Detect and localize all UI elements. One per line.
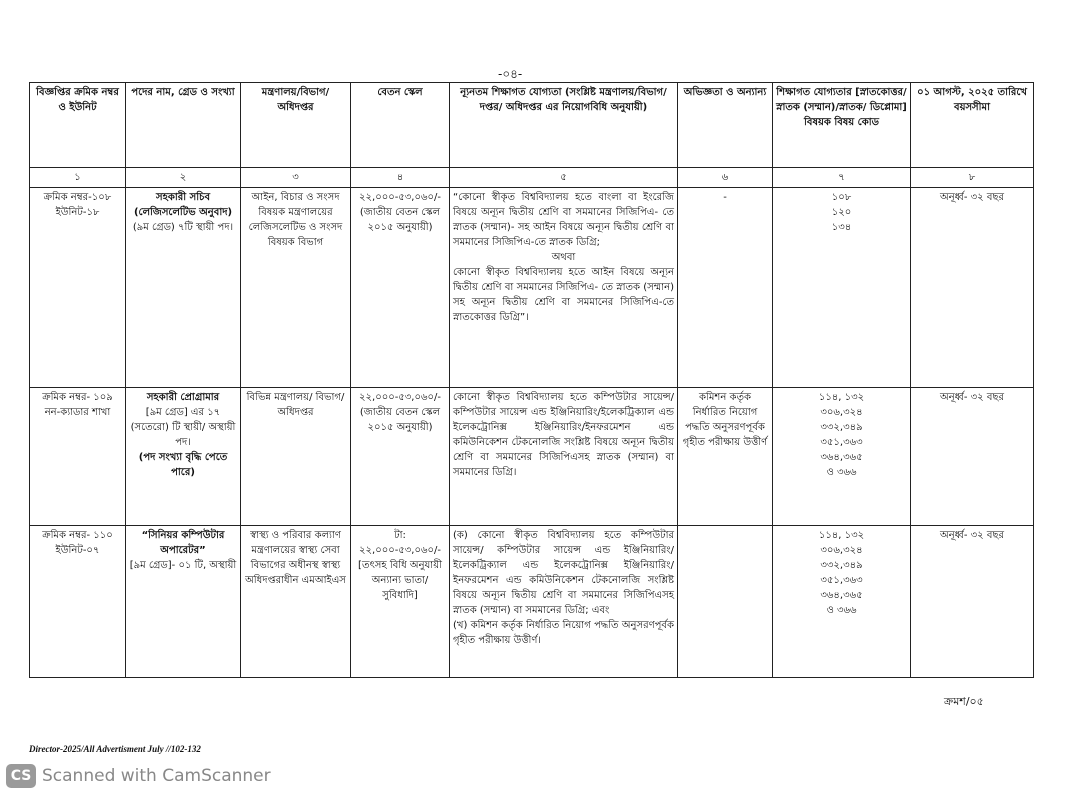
subject-code: ৩৩২,৩৪৯ bbox=[820, 560, 863, 571]
table-row bbox=[30, 188, 1034, 388]
post-detail: [৯ম গ্রেড] এর ১৭ (সতেরো) টি স্থায়ী/ অস্থায়ী পদ। bbox=[130, 407, 236, 448]
header-subject-code: শিক্ষাগত যোগ্যতার [স্নাতকোত্তর/স্নাতক (সম্মান)/স্নাতক/ ডিপ্লোমা] বিষয়ক বিষয় কোড bbox=[773, 83, 911, 168]
subject-code: ১০৮ bbox=[831, 192, 852, 203]
post-cell bbox=[126, 526, 241, 678]
qualification-b: (খ) কমিশন কর্তৃক নির্ধারিত নিয়োগ পদ্ধতি অনুসরণপূর্বক গৃহীত পরীক্ষায় উত্তীর্ণ। bbox=[453, 620, 674, 646]
post-name: সহকারী সচিব (লেজিসলেটিভ অনুবাদ) bbox=[133, 192, 233, 218]
subject-code-cell bbox=[773, 188, 911, 388]
ministry-cell: বিভিন্ন মন্ত্রণালয়/ বিভাগ/অধিদপ্তর bbox=[241, 388, 351, 526]
header-ministry: মন্ত্রণালয়/বিভাগ/ অধিদপ্তর bbox=[241, 83, 351, 168]
subject-code: ১১৪, ১৩২ bbox=[818, 392, 865, 403]
subject-code: ও ৩৬৬ bbox=[826, 605, 857, 616]
page-number: -০৪- bbox=[498, 67, 523, 81]
header-row bbox=[30, 83, 1034, 168]
pay-scale-cell: টা: ২২,০০০-৫৩,০৬০/- [তৎসহ বিধি অনুযায়ী অন্যান্য ভাতা/সুবিধাদি] bbox=[351, 526, 450, 678]
col-num: ১ bbox=[30, 168, 126, 188]
subject-code: ৩৬৪,৩৬৫ bbox=[820, 452, 863, 463]
serial-cell: ক্রমিক নম্বর- ১০৯ নন-ক্যাডার শাখা bbox=[30, 388, 126, 526]
qualification-b: কোনো স্বীকৃত বিশ্ববিদ্যালয় হতে আইন বিষয়ে অন্যূন দ্বিতীয় শ্রেণি বা সমমানের সিজিপিএ- তে স্নাতক (সম্মান) সহ অন্যূন দ্বিতীয় শ্রেণি বা সমমানের সিজিপিএ-তে স্নাতকোত্তর ডিগ্রি”। bbox=[453, 267, 674, 323]
serial-cell: ক্রমিক নম্বর- ১১০ ইউনিট-০৭ bbox=[30, 526, 126, 678]
header-post: পদের নাম, গ্রেড ও সংখ্যা bbox=[126, 83, 241, 168]
subject-code: ৩৫১,৩৬৩ bbox=[820, 437, 863, 448]
table-row bbox=[30, 388, 1034, 526]
header-pay-scale: বেতন স্কেল bbox=[351, 83, 450, 168]
subject-code: ৩০৬,৩২৪ bbox=[820, 545, 863, 556]
header-age-limit: ০১ আগস্ট, ২০২৫ তারিখে বয়সসীমা bbox=[911, 83, 1034, 168]
qualification-cell bbox=[450, 526, 678, 678]
col-num: ৪ bbox=[351, 168, 450, 188]
post-name: “সিনিয়র কম্পিউটার অপারেটর” bbox=[141, 530, 225, 556]
post-note: (পদ সংখ্যা বৃদ্ধি পেতে পারে) bbox=[138, 452, 228, 478]
subject-code: ও ৩৬৬ bbox=[826, 467, 857, 478]
serial-cell: ক্রমিক নম্বর-১০৮ ইউনিট-১৮ bbox=[30, 188, 126, 388]
camscanner-watermark bbox=[6, 764, 271, 788]
header-serial: বিজ্ঞপ্তির ক্রমিক নম্বর ও ইউনিট bbox=[30, 83, 126, 168]
subject-code: ১৩৪ bbox=[831, 222, 852, 233]
age-limit-cell: অনূর্ধ্ব- ৩২ বছর bbox=[911, 388, 1034, 526]
post-detail: (৯ম গ্রেড) ৭টি স্থায়ী পদ। bbox=[132, 222, 234, 233]
qualification-a: (ক) কোনো স্বীকৃত বিশ্ববিদ্যালয় হতে কম্পিউটার সায়েন্স/ কম্পিউটার সায়েন্স এন্ড ইঞ্জিনিয়ারিং/ ইলেকট্রিক্যাল এন্ড ইলেকট্রোনিক্স ইঞ্জিনিয়ারিং/ ইনফরমেশন এন্ড কমিউনিকেশন টেকনোলজি সংশ্লিষ্ট বিষয়ে অন্যূন দ্বিতীয় শ্রেণি বা সমমানের সিজিপিএসহ স্নাতক (সম্মান) বা সমমানের ডিগ্রি; এবং bbox=[453, 530, 674, 616]
subject-code: ৩৫১,৩৬৩ bbox=[820, 575, 863, 586]
col-num: ৮ bbox=[911, 168, 1034, 188]
watermark-text: Scanned with CamScanner bbox=[42, 766, 271, 786]
qualification-cell: কোনো স্বীকৃত বিশ্ববিদ্যালয় হতে কম্পিউটার সায়েন্স/ কম্পিউটার সায়েন্স এন্ড ইঞ্জিনিয়ারিং/ইলেকট্রিক্যাল এন্ড ইলেকট্রোনিক্স ইঞ্জিনিয়ারিং/ইনফরমেশন এন্ড কমিউনিকেশন টেকনোলজি সংশ্লিষ্ট বিষয়ে অন্যূন দ্বিতীয় শ্রেণি বা সমমানের সিজিপিএসহ স্নাতক (সম্মান) বা সমমানের ডিগ্রি। bbox=[450, 388, 678, 526]
ministry-cell: আইন, বিচার ও সংসদ বিষয়ক মন্ত্রণালয়ের লেজিসলেটিভ ও সংসদ বিষয়ক বিভাগ bbox=[241, 188, 351, 388]
header-qualification: ন্যূনতম শিক্ষাগত যোগ্যতা (সংশ্লিষ্ট মন্ত্রণালয়/বিভাগ/দপ্তর/ অধিদপ্তর এর নিয়োগবিধি অনুযায়ী) bbox=[450, 83, 678, 168]
col-num: ২ bbox=[126, 168, 241, 188]
subject-code: ১১৪, ১৩২ bbox=[818, 530, 865, 541]
qualification-a: “কোনো স্বীকৃত বিশ্ববিদ্যালয় হতে বাংলা বা ইংরেজি বিষয়ে অন্যূন দ্বিতীয় শ্রেণি বা সমমানের সিজিপিএ- তে স্নাতক (সম্মান)- সহ আইন বিষয়ে অন্যূন দ্বিতীয় শ্রেণি বা সমমানের সিজিপিএ-তে স্নাতক ডিগ্রি; bbox=[453, 192, 674, 248]
col-num: ৭ bbox=[773, 168, 911, 188]
recruitment-table bbox=[29, 82, 1034, 678]
experience-cell bbox=[678, 526, 773, 678]
subject-code: ৩৩২,৩৪৯ bbox=[820, 422, 863, 433]
subject-code: ১২০ bbox=[831, 207, 852, 218]
post-cell bbox=[126, 188, 241, 388]
camscanner-logo-icon: CS bbox=[6, 764, 36, 788]
subject-code-cell bbox=[773, 388, 911, 526]
column-number-row bbox=[30, 168, 1034, 188]
col-num: ৩ bbox=[241, 168, 351, 188]
age-limit-cell: অনূর্ধ্ব- ৩২ বছর bbox=[911, 188, 1034, 388]
subject-code-cell bbox=[773, 526, 911, 678]
footer-reference: Director-2025/All Advertisment July //102-132 bbox=[29, 744, 201, 754]
continued-label: ক্রমশ/০৫ bbox=[944, 695, 984, 708]
post-name: সহকারী প্রোগ্রামার bbox=[146, 392, 220, 403]
col-num: ৫ bbox=[450, 168, 678, 188]
ministry-cell: স্বাস্থ্য ও পরিবার কল্যাণ মন্ত্রণালয়ের স্বাস্থ্য সেবা বিভাগের অধীনস্থ স্বাস্থ্য অধিদপ্তরাধীন এমআইএস bbox=[241, 526, 351, 678]
post-cell bbox=[126, 388, 241, 526]
experience-cell: কমিশন কর্তৃক নির্ধারিত নিয়োগ পদ্ধতি অনুসরণপূর্বক গৃহীত পরীক্ষায় উত্তীর্ণ bbox=[678, 388, 773, 526]
qualification-or: অথবা bbox=[551, 252, 576, 263]
qualification-cell bbox=[450, 188, 678, 388]
pay-scale-cell: ২২,০০০-৫৩,০৬০/- (জাতীয় বেতন স্কেল ২০১৫ অনুযায়ী) bbox=[351, 388, 450, 526]
age-limit-cell: অনূর্ধ্ব- ৩২ বছর bbox=[911, 526, 1034, 678]
subject-code: ৩০৬,৩২৪ bbox=[820, 407, 863, 418]
pay-scale-cell: ২২,০০০-৫৩,০৬০/- (জাতীয় বেতন স্কেল ২০১৫ অনুযায়ী) bbox=[351, 188, 450, 388]
col-num: ৬ bbox=[678, 168, 773, 188]
experience-cell: - bbox=[678, 188, 773, 388]
post-detail: [৯ম গ্রেড]- ০১ টি, অস্থায়ী bbox=[129, 560, 237, 571]
subject-code: ৩৬৪,৩৬৫ bbox=[820, 590, 863, 601]
header-experience: অভিজ্ঞতা ও অন্যান্য bbox=[678, 83, 773, 168]
table-row bbox=[30, 526, 1034, 678]
